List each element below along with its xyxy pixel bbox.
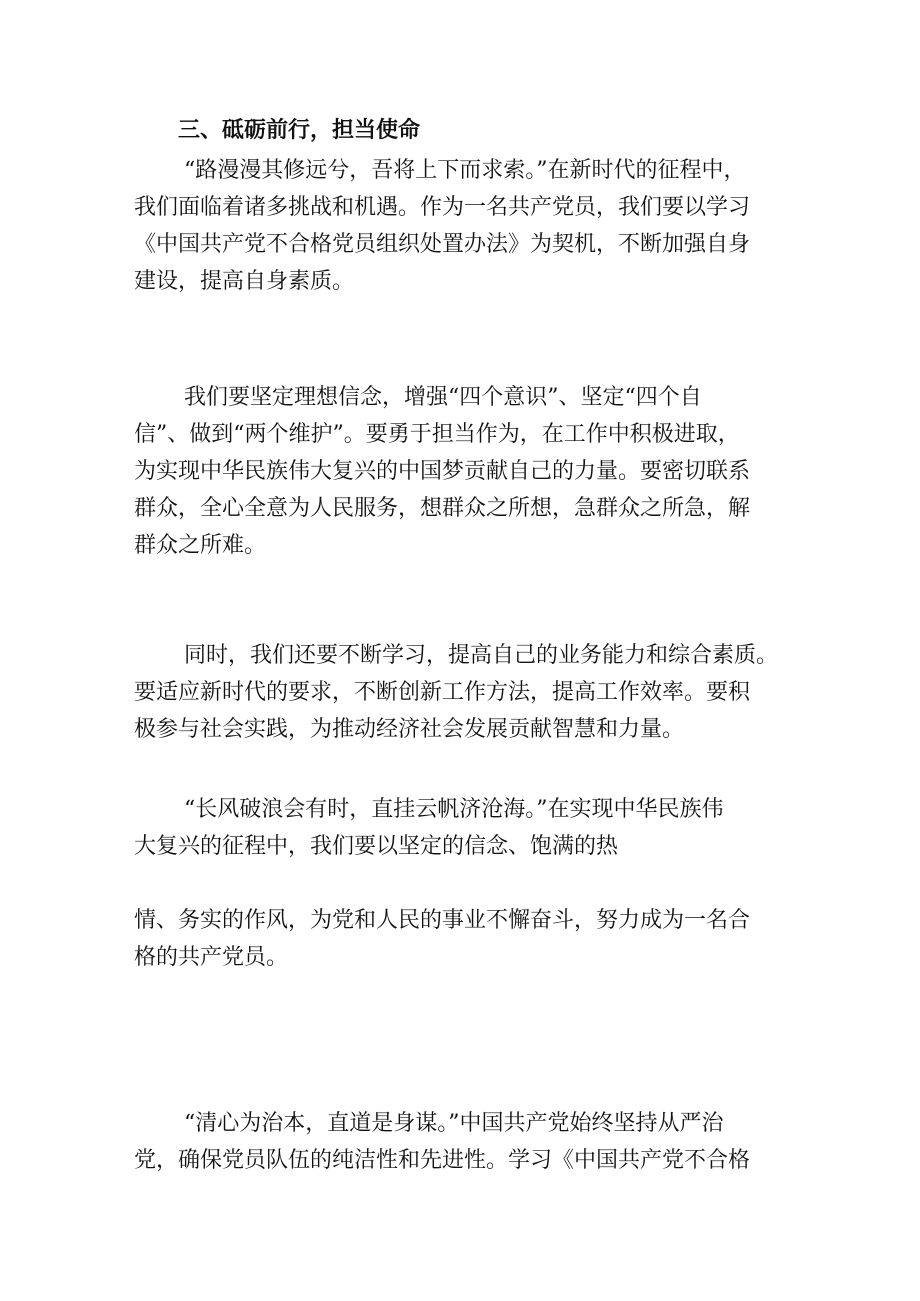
paragraph-line: 我们要坚定理想信念，增强“四个意识”、坚定“四个自 [184, 385, 702, 410]
paragraph-line: 建设，提高自身素质。 [134, 269, 355, 294]
paragraph-line: 信”、做到“两个维护”。要勇于担当作为，在工作中积极进取， [134, 422, 740, 447]
paragraph-2 [134, 379, 794, 564]
paragraph-line: “清心为治本，直道是身谋。”中国共产党始终坚持从严治 [184, 1111, 724, 1136]
paragraph-line: 要适应新时代的要求，不断创新工作方法，提高工作效率。要积 [134, 680, 751, 705]
paragraph-line: 为实现中华民族伟大复兴的中国梦贡献自己的力量。要密切联系 [134, 459, 751, 484]
paragraph-3 [134, 637, 794, 748]
paragraph-5 [134, 902, 794, 976]
paragraph-line: 同时，我们还要不断学习，提高自己的业务能力和综合素质。 [184, 643, 779, 668]
paragraph-line: 格的共产党员。 [134, 945, 289, 970]
paragraph-line: 党，确保党员队伍的纯洁性和先进性。学习《中国共产党不合格 [134, 1148, 751, 1173]
paragraph-line: 我们面临着诸多挑战和机遇。作为一名共产党员，我们要以学习 [134, 195, 751, 220]
paragraph-1 [134, 152, 794, 300]
paragraph-line: 极参与社会实践，为推动经济社会发展贡献智慧和力量。 [134, 717, 685, 742]
paragraph-line: 群众，全心全意为人民服务，想群众之所想，急群众之所急，解 [134, 496, 751, 521]
paragraph-line: 大复兴的征程中，我们要以坚定的信念、饱满的热 [134, 834, 619, 859]
paragraph-line: “路漫漫其修远兮，吾将上下而求索。”在新时代的征程中， [184, 158, 746, 183]
paragraph-line: 情、务实的作风，为党和人民的事业不懈奋斗，努力成为一名合 [134, 908, 751, 933]
paragraph-4 [134, 791, 794, 865]
paragraph-line: 《中国共产党不合格党员组织处置办法》为契机，不断加强自身 [134, 232, 751, 257]
paragraph-6 [134, 1105, 794, 1179]
paragraph-line: “长风破浪会有时，直挂云帆济沧海。”在实现中华民族伟 [184, 797, 724, 822]
section-heading: 三、砥砺前行，担当使命 [178, 118, 421, 143]
paragraph-line: 群众之所难。 [134, 533, 267, 558]
